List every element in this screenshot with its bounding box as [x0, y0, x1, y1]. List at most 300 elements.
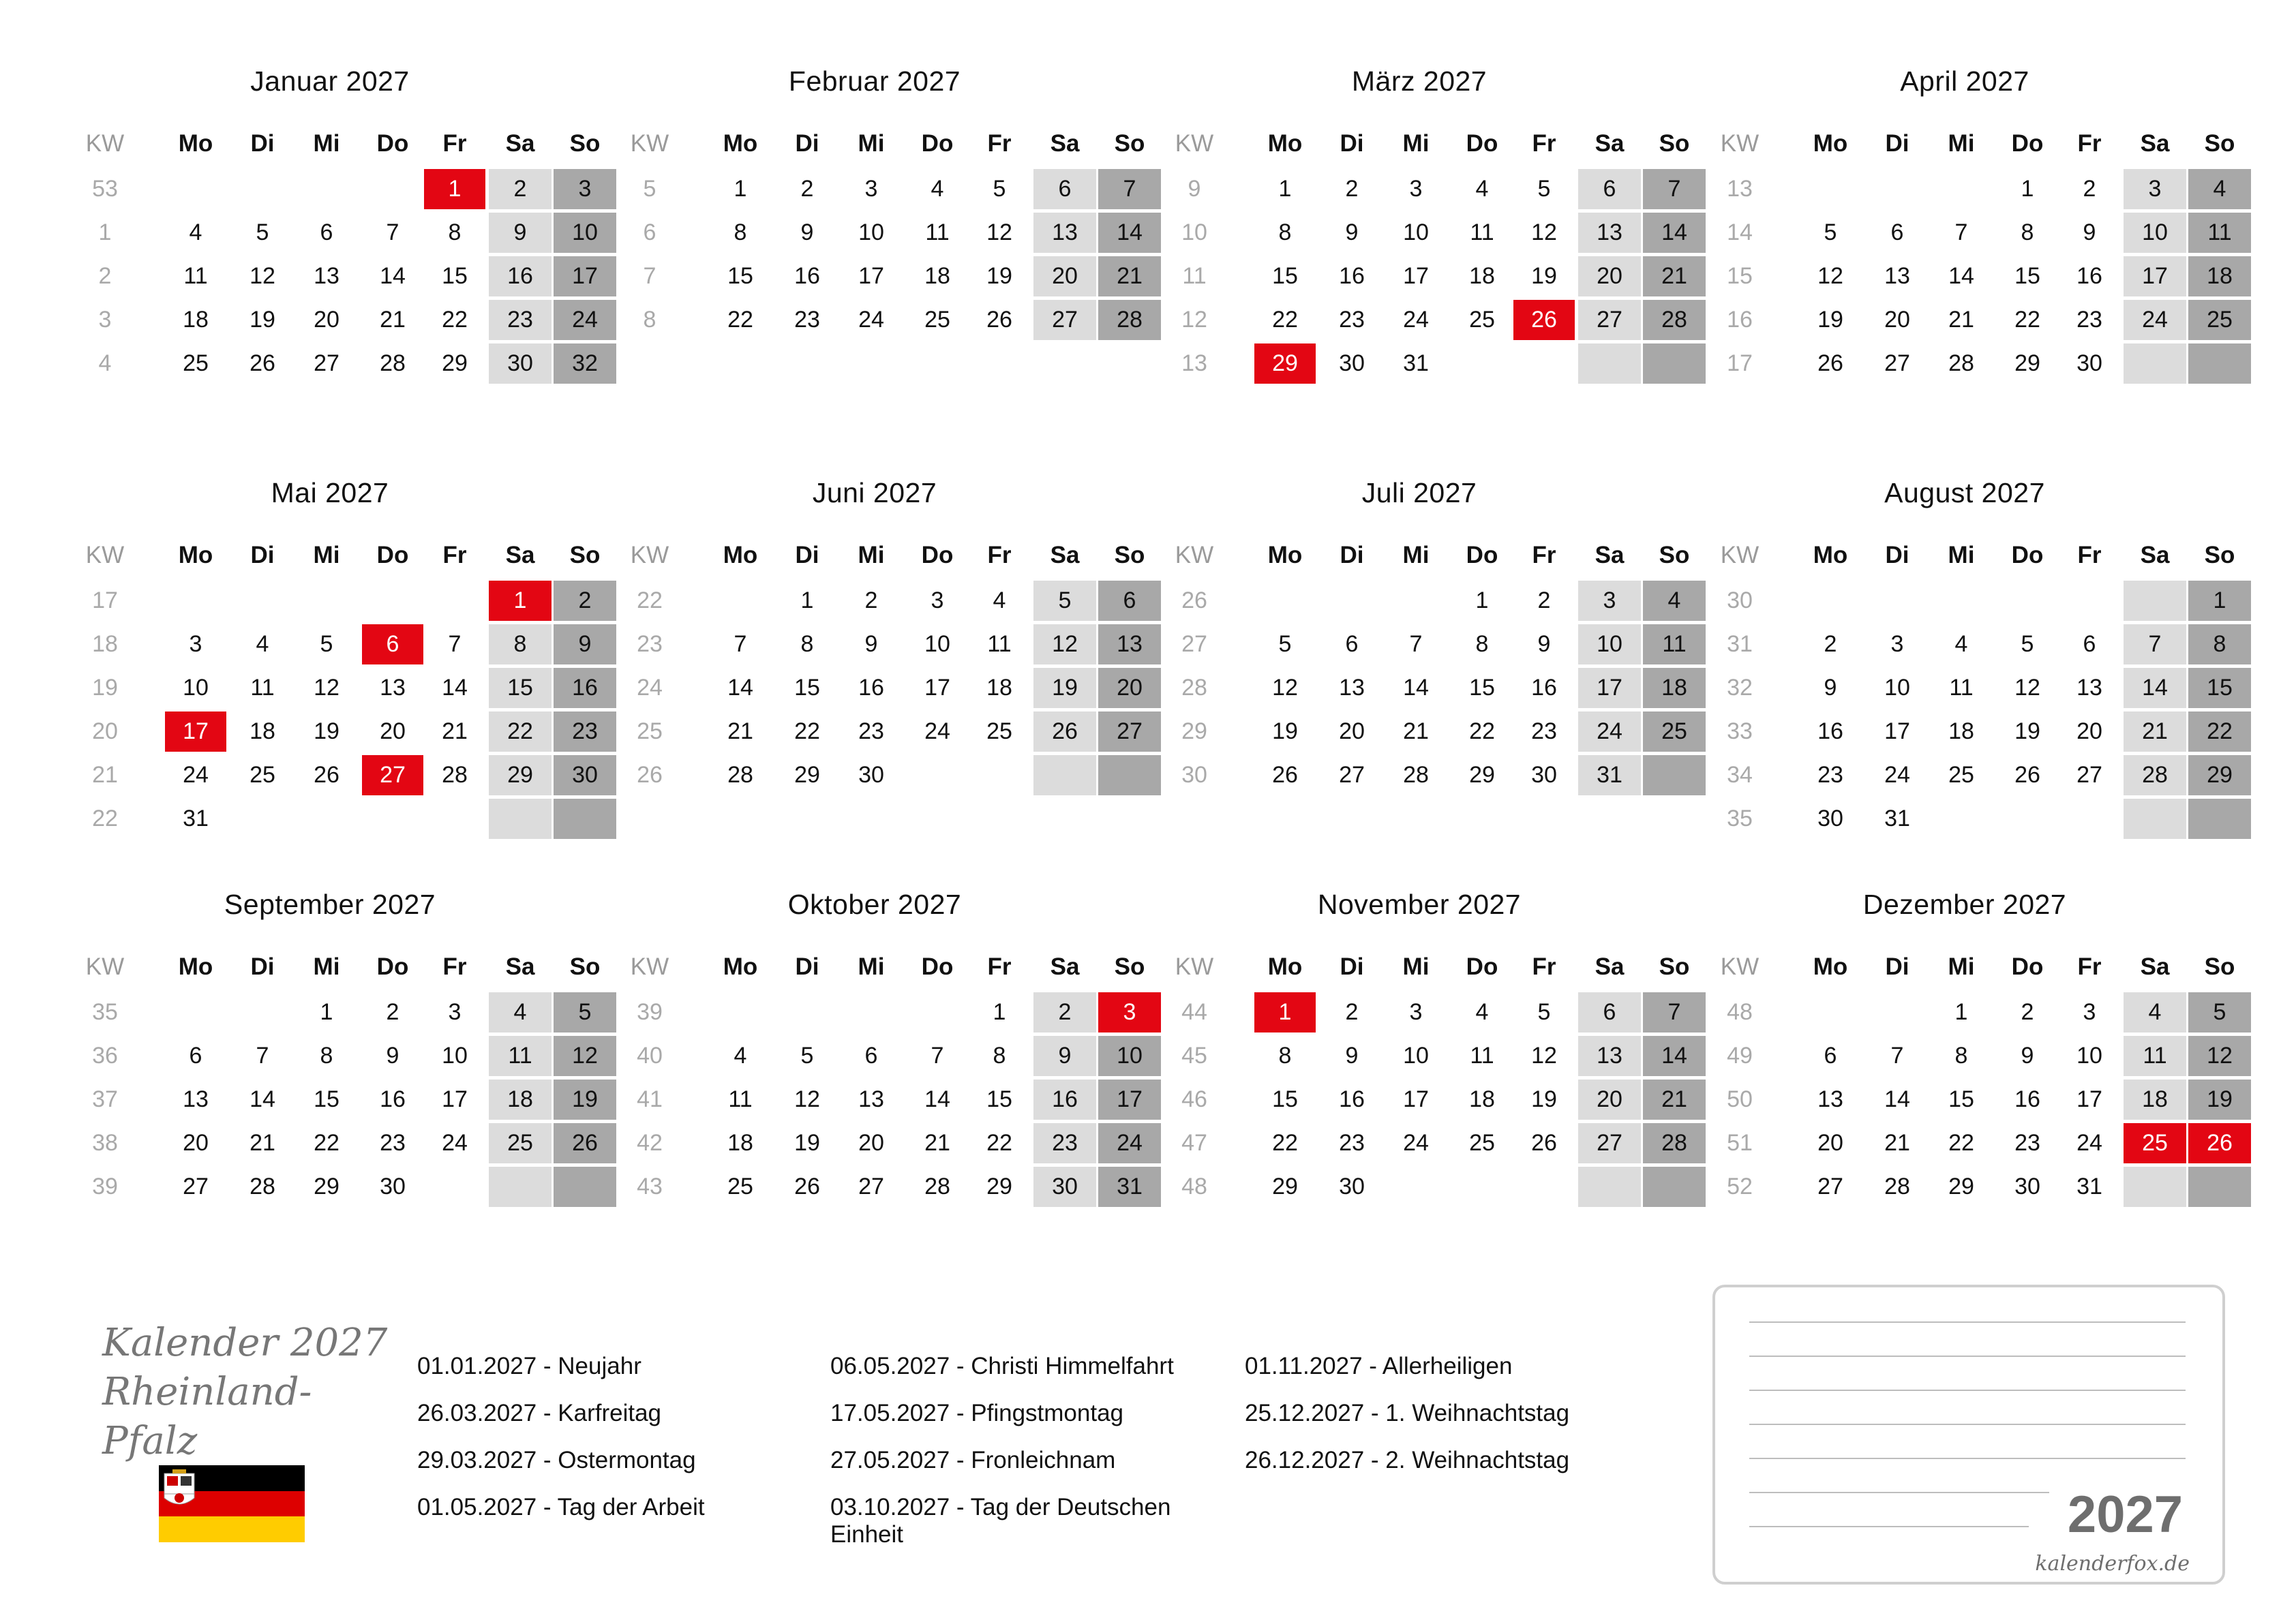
day-cell: 15 — [2188, 668, 2251, 708]
day-cell: 20 — [380, 718, 406, 744]
weekday-header: So — [569, 130, 601, 157]
day-cell: 10 — [2124, 213, 2186, 253]
calendar-title-year: Kalender 2027 — [102, 1321, 388, 1365]
month-block — [1113, 412, 1726, 793]
day-cell: 20 — [183, 1130, 209, 1156]
day-cell: 9 — [864, 631, 878, 657]
day-cell: 2 — [800, 176, 814, 202]
day-cell: 14 — [250, 1086, 275, 1112]
day-cell: 26 — [1272, 762, 1298, 788]
week-number: 28 — [1181, 675, 1207, 701]
weekday-header: So — [1114, 953, 1145, 980]
day-cell: 21 — [1098, 256, 1161, 296]
day-cell: 14 — [1948, 263, 1974, 289]
day-cell: 30 — [858, 762, 884, 788]
week-number: 52 — [1727, 1174, 1753, 1199]
weekday-header: Sa — [2140, 130, 2170, 157]
day-cell: 12 — [554, 1036, 616, 1076]
day-cell: 30 — [554, 755, 616, 795]
week-number-header: KW — [85, 542, 125, 568]
week-number: 45 — [1181, 1043, 1207, 1069]
weekday-header: Mi — [858, 953, 885, 980]
day-cell: 19 — [1817, 307, 1843, 333]
week-number: 40 — [637, 1043, 663, 1069]
weekday-header: Sa — [505, 542, 535, 568]
day-cell: 14 — [1643, 213, 1706, 253]
day-cell: 1 — [1475, 587, 1489, 613]
day-cell: 8 — [993, 1043, 1006, 1069]
day-cell: 8 — [800, 631, 814, 657]
month-title: Januar 2027 — [250, 65, 410, 97]
day-cell: 18 — [183, 307, 209, 333]
day-cell: 22 — [727, 307, 753, 333]
day-cell: 28 — [1098, 300, 1161, 340]
week-number: 19 — [92, 675, 118, 701]
day-cell: 2 — [2021, 999, 2034, 1025]
day-cell: 23 — [2014, 1130, 2040, 1156]
notes-line — [1749, 1424, 2186, 1425]
day-cell: 27 — [1033, 300, 1096, 340]
week-number: 20 — [92, 718, 118, 744]
weekday-header: Mo — [723, 542, 758, 568]
day-cell: 4 — [1475, 999, 1489, 1025]
day-cell: 2 — [1345, 999, 1359, 1025]
day-cell: 22 — [1272, 1130, 1298, 1156]
day-cell: 20 — [2076, 718, 2102, 744]
holiday-day-cell: 17 — [165, 711, 226, 752]
week-number: 22 — [92, 806, 118, 831]
weekday-header: Do — [376, 953, 409, 980]
day-cell: 28 — [1884, 1174, 1910, 1199]
weekday-header: Fr — [2077, 542, 2102, 568]
day-cell: 16 — [1339, 263, 1365, 289]
day-cell: 11 — [925, 219, 950, 245]
day-cell: 3 — [1409, 999, 1423, 1025]
day-cell: 7 — [2124, 624, 2186, 664]
day-cell: 27 — [1884, 350, 1910, 376]
day-cell: 4 — [1475, 176, 1489, 202]
day-cell: 9 — [1537, 631, 1551, 657]
holiday-list-item: 26.12.2027 - 2. Weihnachtstag — [1245, 1447, 1570, 1473]
day-cell: 24 — [1578, 711, 1641, 752]
empty-weekend-cell — [2124, 581, 2186, 621]
day-cell: 9 — [2083, 219, 2096, 245]
day-cell: 4 — [2188, 169, 2251, 209]
empty-weekend-cell — [2124, 343, 2186, 384]
weekday-header: Fr — [1532, 130, 1556, 157]
day-cell: 30 — [1817, 806, 1843, 831]
day-cell: 23 — [380, 1130, 406, 1156]
day-cell: 14 — [1098, 213, 1161, 253]
week-number-header: KW — [1175, 130, 1214, 157]
week-number: 38 — [92, 1130, 118, 1156]
day-cell: 2 — [1537, 587, 1551, 613]
day-cell: 2 — [2083, 176, 2096, 202]
day-cell: 31 — [1884, 806, 1910, 831]
day-cell: 27 — [1578, 1123, 1641, 1163]
day-cell: 22 — [1469, 718, 1495, 744]
day-cell: 26 — [1531, 1130, 1557, 1156]
day-cell: 10 — [924, 631, 950, 657]
day-cell: 15 — [2014, 263, 2040, 289]
day-cell: 14 — [1403, 675, 1429, 701]
day-cell: 11 — [183, 263, 208, 289]
day-cell: 6 — [320, 219, 333, 245]
weekday-header: Do — [376, 130, 409, 157]
day-cell: 4 — [734, 1043, 747, 1069]
weekday-header: Fr — [987, 542, 1012, 568]
week-number: 2 — [98, 263, 112, 289]
week-number: 48 — [1727, 999, 1753, 1025]
day-cell: 24 — [1403, 1130, 1429, 1156]
day-cell: 11 — [728, 1086, 753, 1112]
day-cell: 12 — [1531, 219, 1557, 245]
day-cell: 10 — [1098, 1036, 1161, 1076]
day-cell: 12 — [1531, 1043, 1557, 1069]
weekday-header: Fr — [1532, 953, 1556, 980]
weekday-header: Mo — [723, 130, 758, 157]
day-cell: 22 — [986, 1130, 1012, 1156]
holiday-day-cell: 27 — [362, 755, 423, 795]
weekday-header: Di — [1885, 130, 1909, 157]
day-cell: 1 — [993, 999, 1006, 1025]
weekday-header: Fr — [442, 542, 467, 568]
day-cell: 14 — [442, 675, 468, 701]
day-cell: 18 — [2188, 256, 2251, 296]
day-cell: 18 — [489, 1080, 552, 1120]
day-cell: 9 — [1345, 219, 1359, 245]
month-title: Mai 2027 — [271, 477, 389, 508]
week-number: 5 — [643, 176, 656, 202]
holiday-day-cell: 26 — [2188, 1123, 2251, 1163]
weekday-header: Do — [376, 542, 409, 568]
weekday-header: Mi — [313, 953, 340, 980]
day-cell: 17 — [1403, 1086, 1429, 1112]
day-cell: 7 — [1890, 1043, 1904, 1069]
day-cell: 11 — [489, 1036, 552, 1076]
day-cell: 8 — [2188, 624, 2251, 664]
month-block — [1113, 0, 1726, 382]
day-cell: 6 — [1098, 581, 1161, 621]
day-cell: 21 — [380, 307, 406, 333]
day-cell: 5 — [256, 219, 269, 245]
weekday-header: Do — [2011, 130, 2044, 157]
day-cell: 13 — [1339, 675, 1365, 701]
day-cell: 3 — [448, 999, 462, 1025]
day-cell: 3 — [554, 169, 616, 209]
day-cell: 24 — [183, 762, 209, 788]
day-cell: 11 — [2124, 1036, 2186, 1076]
day-cell: 28 — [250, 1174, 275, 1199]
week-number: 27 — [1181, 631, 1207, 657]
weekday-header: Di — [1340, 953, 1364, 980]
empty-weekend-cell — [489, 1167, 552, 1207]
day-cell: 18 — [1643, 668, 1706, 708]
day-cell: 29 — [794, 762, 820, 788]
day-cell: 24 — [1098, 1123, 1161, 1163]
month-title: Juli 2027 — [1361, 477, 1477, 508]
day-cell: 6 — [189, 1043, 202, 1069]
day-cell: 9 — [386, 1043, 399, 1069]
day-cell: 20 — [858, 1130, 884, 1156]
weekday-header: Sa — [1595, 130, 1625, 157]
week-number: 23 — [637, 631, 663, 657]
weekday-header: Mo — [1813, 953, 1848, 980]
day-cell: 1 — [800, 587, 814, 613]
day-cell: 28 — [924, 1174, 950, 1199]
weekday-header: Mo — [178, 953, 213, 980]
day-cell: 4 — [189, 219, 202, 245]
holiday-day-cell: 1 — [489, 581, 552, 621]
week-number: 29 — [1181, 718, 1207, 744]
day-cell: 15 — [1272, 1086, 1298, 1112]
day-cell: 8 — [734, 219, 747, 245]
day-cell: 23 — [1817, 762, 1843, 788]
day-cell: 30 — [1339, 350, 1365, 376]
week-number: 50 — [1727, 1086, 1753, 1112]
week-number: 12 — [1181, 307, 1207, 333]
week-number-header: KW — [1175, 542, 1214, 568]
day-cell: 9 — [1345, 1043, 1359, 1069]
week-number: 53 — [92, 176, 118, 202]
day-cell: 21 — [1948, 307, 1974, 333]
day-cell: 21 — [727, 718, 753, 744]
day-cell: 18 — [986, 675, 1012, 701]
day-cell: 5 — [1824, 219, 1837, 245]
day-cell: 3 — [1578, 581, 1641, 621]
day-cell: 25 — [2188, 300, 2251, 340]
day-cell: 24 — [554, 300, 616, 340]
day-cell: 7 — [386, 219, 399, 245]
day-cell: 19 — [794, 1130, 820, 1156]
day-cell: 17 — [1098, 1080, 1161, 1120]
day-cell: 28 — [1403, 762, 1429, 788]
day-cell: 19 — [250, 307, 275, 333]
weekday-header: Sa — [505, 130, 535, 157]
day-cell: 12 — [986, 219, 1012, 245]
day-cell: 17 — [1403, 263, 1429, 289]
day-cell: 31 — [1403, 350, 1429, 376]
day-cell: 7 — [734, 631, 747, 657]
holiday-list-item: 17.05.2027 - Pfingstmontag — [830, 1400, 1124, 1426]
day-cell: 16 — [2076, 263, 2102, 289]
holiday-list-item: 27.05.2027 - Fronleichnam — [830, 1447, 1116, 1473]
day-cell: 11 — [250, 675, 275, 701]
weekday-header: So — [1659, 542, 1690, 568]
day-cell: 2 — [1033, 992, 1096, 1032]
day-cell: 7 — [1643, 992, 1706, 1032]
day-cell: 27 — [2076, 762, 2102, 788]
day-cell: 19 — [986, 263, 1012, 289]
day-cell: 1 — [2021, 176, 2034, 202]
day-cell: 14 — [1884, 1086, 1910, 1112]
weekday-header: So — [1114, 542, 1145, 568]
day-cell: 27 — [314, 350, 339, 376]
day-cell: 17 — [2076, 1086, 2102, 1112]
weekday-header: So — [1659, 130, 1690, 157]
day-cell: 20 — [1817, 1130, 1843, 1156]
day-cell: 7 — [448, 631, 462, 657]
day-cell: 12 — [2188, 1036, 2251, 1076]
day-cell: 27 — [1578, 300, 1641, 340]
rheinland-pfalz-flag — [159, 1465, 305, 1542]
day-cell: 12 — [1272, 675, 1298, 701]
day-cell: 3 — [1409, 176, 1423, 202]
day-cell: 13 — [1033, 213, 1096, 253]
day-cell: 16 — [1817, 718, 1843, 744]
day-cell: 26 — [986, 307, 1012, 333]
day-cell: 19 — [2014, 718, 2040, 744]
day-cell: 28 — [1643, 1123, 1706, 1163]
day-cell: 29 — [2188, 755, 2251, 795]
month-block — [23, 412, 637, 831]
holiday-list-item: 01.11.2027 - Allerheiligen — [1245, 1353, 1513, 1379]
weekday-header: Di — [1885, 542, 1909, 568]
weekday-header: Fr — [442, 953, 467, 980]
week-number: 25 — [637, 718, 663, 744]
day-cell: 16 — [2014, 1086, 2040, 1112]
week-number: 15 — [1727, 263, 1753, 289]
day-cell: 6 — [1578, 992, 1641, 1032]
day-cell: 25 — [489, 1123, 552, 1163]
day-cell: 1 — [320, 999, 333, 1025]
holiday-day-cell: 6 — [362, 624, 423, 664]
day-cell: 18 — [924, 263, 950, 289]
day-cell: 29 — [1948, 1174, 1974, 1199]
notes-year: 2027 — [2067, 1486, 2183, 1544]
weekday-header: Mo — [723, 953, 758, 980]
week-number: 7 — [643, 263, 656, 289]
week-number: 43 — [637, 1174, 663, 1199]
day-cell: 3 — [2124, 169, 2186, 209]
day-cell: 17 — [442, 1086, 468, 1112]
day-cell: 10 — [858, 219, 884, 245]
week-number: 13 — [1181, 350, 1207, 376]
day-cell: 16 — [489, 256, 552, 296]
week-number: 3 — [98, 307, 112, 333]
day-cell: 5 — [993, 176, 1006, 202]
week-number: 24 — [637, 675, 663, 701]
weekday-header: Do — [1466, 953, 1498, 980]
weekday-header: Sa — [1595, 542, 1625, 568]
weekday-header: So — [1114, 130, 1145, 157]
week-number-header: KW — [85, 130, 125, 157]
week-number: 39 — [92, 1174, 118, 1199]
day-cell: 11 — [2188, 213, 2251, 253]
day-cell: 24 — [1403, 307, 1429, 333]
day-cell: 29 — [986, 1174, 1012, 1199]
week-number: 37 — [92, 1086, 118, 1112]
week-number-header: KW — [1720, 130, 1759, 157]
weekday-header: So — [2204, 130, 2235, 157]
day-cell: 4 — [2124, 992, 2186, 1032]
day-cell: 13 — [858, 1086, 884, 1112]
day-cell: 14 — [1643, 1036, 1706, 1076]
month-block — [1658, 0, 2271, 382]
day-cell: 16 — [1531, 675, 1557, 701]
day-cell: 2 — [554, 581, 616, 621]
day-cell: 3 — [864, 176, 878, 202]
weekday-header: Mi — [1402, 130, 1430, 157]
day-cell: 29 — [1469, 762, 1495, 788]
weekday-header: So — [2204, 953, 2235, 980]
day-cell: 19 — [2188, 1080, 2251, 1120]
day-cell: 27 — [1339, 762, 1365, 788]
day-cell: 22 — [1272, 307, 1298, 333]
day-cell: 10 — [1884, 675, 1910, 701]
day-cell: 4 — [489, 992, 552, 1032]
day-cell: 2 — [1824, 631, 1837, 657]
day-cell: 13 — [1817, 1086, 1843, 1112]
week-number: 39 — [637, 999, 663, 1025]
day-cell: 6 — [1578, 169, 1641, 209]
day-cell: 23 — [1033, 1123, 1096, 1163]
holiday-list-item: 01.05.2027 - Tag der Arbeit — [417, 1494, 705, 1520]
day-cell: 5 — [1537, 176, 1551, 202]
day-cell: 21 — [2124, 711, 2186, 752]
week-number: 6 — [643, 219, 656, 245]
week-number-header: KW — [630, 130, 669, 157]
day-cell: 22 — [442, 307, 468, 333]
calendar-title — [102, 1319, 389, 1466]
weekday-header: Mo — [178, 130, 213, 157]
day-cell: 11 — [1643, 624, 1706, 664]
notes-line — [1749, 1356, 2186, 1357]
weekday-header: Di — [1340, 542, 1364, 568]
day-cell: 16 — [794, 263, 820, 289]
day-cell: 12 — [794, 1086, 820, 1112]
weekday-header: Mi — [1402, 953, 1430, 980]
day-cell: 4 — [993, 587, 1006, 613]
day-cell: 6 — [864, 1043, 878, 1069]
empty-weekend-cell — [2188, 343, 2251, 384]
month-title: Februar 2027 — [788, 65, 961, 97]
weekday-header: Fr — [2077, 130, 2102, 157]
day-cell: 30 — [1033, 1167, 1096, 1207]
day-cell: 29 — [442, 350, 468, 376]
day-cell: 16 — [554, 668, 616, 708]
day-cell: 16 — [1339, 1086, 1365, 1112]
day-cell: 8 — [1475, 631, 1489, 657]
holiday-day-cell: 25 — [2124, 1123, 2186, 1163]
day-cell: 22 — [489, 711, 552, 752]
day-cell: 31 — [2076, 1174, 2102, 1199]
weekday-header: Do — [921, 542, 954, 568]
week-number: 41 — [637, 1086, 663, 1112]
day-cell: 13 — [1098, 624, 1161, 664]
day-cell: 22 — [1948, 1130, 1974, 1156]
day-cell: 24 — [442, 1130, 468, 1156]
week-number: 49 — [1727, 1043, 1753, 1069]
day-cell: 23 — [554, 711, 616, 752]
holiday-day-cell: 1 — [1254, 992, 1316, 1032]
day-cell: 9 — [2021, 1043, 2034, 1069]
day-cell: 10 — [183, 675, 209, 701]
day-cell: 23 — [794, 307, 820, 333]
day-cell: 26 — [554, 1123, 616, 1163]
weekday-header: Fr — [987, 953, 1012, 980]
day-cell: 3 — [189, 631, 202, 657]
notes-line — [1749, 1390, 2186, 1391]
day-cell: 25 — [250, 762, 275, 788]
day-cell: 16 — [380, 1086, 406, 1112]
day-cell: 26 — [314, 762, 339, 788]
month-title: August 2027 — [1884, 477, 2045, 508]
day-cell: 14 — [924, 1086, 950, 1112]
holiday-list-item: 03.10.2027 - Tag der Deutschen Einheit — [830, 1494, 1171, 1548]
week-number: 30 — [1181, 762, 1207, 788]
day-cell: 13 — [2076, 675, 2102, 701]
